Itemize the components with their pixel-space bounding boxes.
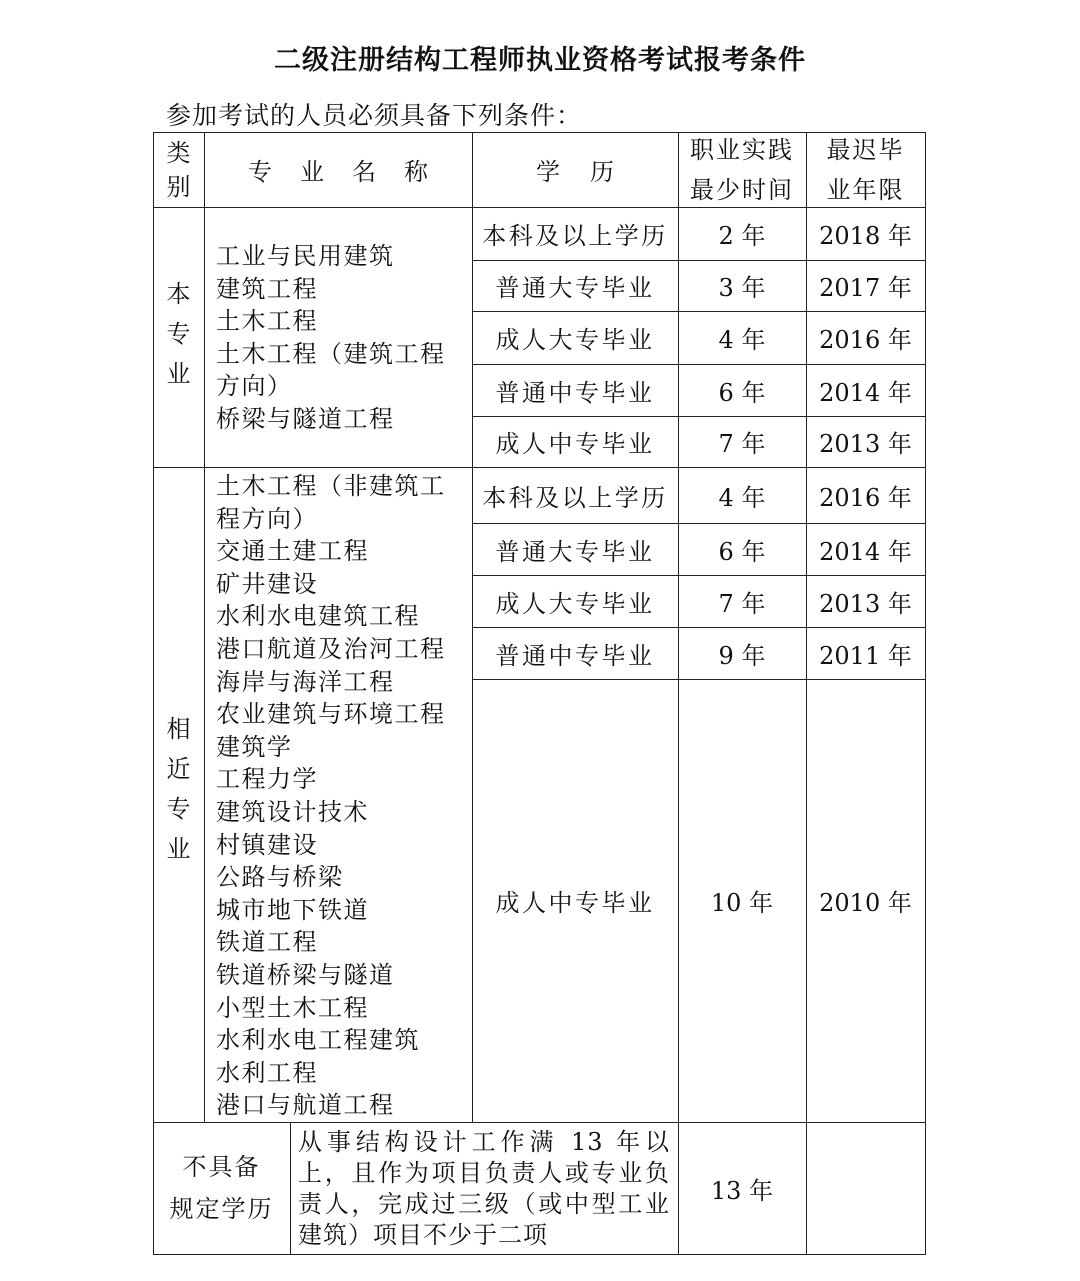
deadline-cell: 2011 年 (819, 641, 912, 670)
category-no-degree: 不具备 规定学历 (169, 1153, 274, 1223)
deadline-cell: 2017 年 (819, 274, 912, 302)
major-item: 铁道工程 (216, 928, 318, 957)
header-graduation-deadline: 最迟毕 业年限 (826, 135, 905, 204)
practice-years-cell: 6 年 (718, 537, 766, 566)
practice-years-cell: 2 年 (718, 222, 766, 250)
major-item: 小型土木工程 (216, 993, 369, 1022)
major-item: 方向） (216, 372, 293, 401)
header-education: 学历 (536, 158, 644, 186)
major-item: 海岸与海洋工程 (216, 667, 395, 696)
practice-years-cell: 10 年 (710, 889, 774, 917)
education-cell: 成人中专毕业 (495, 889, 655, 917)
category-related-major: 相 近 专 业 (166, 714, 191, 863)
education-cell: 成人大专毕业 (495, 326, 655, 354)
deadline-cell: 2010 年 (819, 889, 912, 917)
major-item: 工业与民用建筑 (216, 242, 395, 270)
header-category: 类 别 (166, 138, 191, 201)
major-item: 土木工程（建筑工程 (216, 339, 446, 368)
practice-years-cell: 9 年 (718, 641, 766, 670)
practice-years-cell: 7 年 (718, 430, 766, 458)
major-item: 铁道桥梁与隧道 (216, 960, 395, 989)
major-list-related (216, 470, 446, 1122)
deadline-cell: 2018 年 (819, 222, 912, 250)
education-cell: 成人大专毕业 (495, 589, 655, 618)
practice-years-cell: 4 年 (718, 326, 766, 354)
education-cell: 普通中专毕业 (495, 641, 655, 670)
deadline-cell: 2016 年 (819, 326, 912, 354)
practice-years-cell: 3 年 (718, 274, 766, 302)
practice-years-cell: 7 年 (718, 589, 766, 618)
intro-text: 参加考试的人员必须具备下列条件： (166, 101, 583, 130)
major-item: 港口航道及治河工程 (216, 634, 446, 663)
education-cell: 普通大专毕业 (495, 537, 655, 566)
document-title: 二级注册结构工程师执业资格考试报考条件 (274, 45, 806, 76)
category-same-major: 本 专 业 (166, 280, 191, 388)
header-practice-time: 职业实践 最少时间 (690, 135, 794, 204)
major-item: 水利水电工程建筑 (216, 1026, 420, 1055)
no-degree-requirement: 从事结构设计工作满 13 年以上，且作为项目负责人或专业负责人，完成过三级（或中型工业建筑）项目不少于二项 (298, 1128, 670, 1249)
major-item: 水利水电建筑工程 (216, 602, 420, 631)
education-cell: 本科及以上学历 (482, 222, 668, 250)
major-item: 建筑学 (216, 732, 293, 761)
practice-years-cell: 4 年 (718, 483, 766, 512)
education-cell: 普通中专毕业 (495, 378, 655, 407)
major-item: 土木工程 (216, 307, 318, 336)
major-item: 建筑工程 (216, 274, 318, 303)
deadline-cell: 2013 年 (819, 430, 912, 458)
major-item: 土木工程（非建筑工 (216, 472, 446, 500)
major-item: 城市地下铁道 (216, 895, 369, 924)
deadline-cell: 2016 年 (819, 483, 912, 512)
deadline-cell: 2014 年 (819, 378, 912, 407)
major-item: 公路与桥梁 (216, 863, 344, 892)
header-major: 专业名称 (248, 158, 456, 186)
education-cell: 普通大专毕业 (495, 274, 655, 302)
major-item: 农业建筑与环境工程 (216, 700, 446, 729)
deadline-cell: 2013 年 (819, 589, 912, 618)
major-item: 水利工程 (216, 1058, 318, 1087)
major-item: 矿井建设 (216, 569, 318, 598)
education-cell: 成人中专毕业 (495, 430, 655, 458)
practice-years-cell: 6 年 (718, 378, 766, 407)
major-item: 村镇建设 (216, 830, 318, 859)
major-item: 桥梁与隧道工程 (216, 404, 395, 433)
education-cell: 本科及以上学历 (482, 483, 668, 512)
deadline-cell (806, 1122, 925, 1254)
major-item: 港口与航道工程 (216, 1091, 395, 1120)
major-item: 交通土建工程 (216, 537, 369, 566)
practice-years-cell: 13 年 (710, 1176, 774, 1205)
deadline-cell: 2014 年 (819, 537, 912, 566)
major-item: 工程力学 (216, 765, 318, 794)
major-item: 建筑设计技术 (216, 797, 369, 826)
major-item: 程方向） (216, 504, 318, 533)
major-list-same (216, 240, 446, 436)
